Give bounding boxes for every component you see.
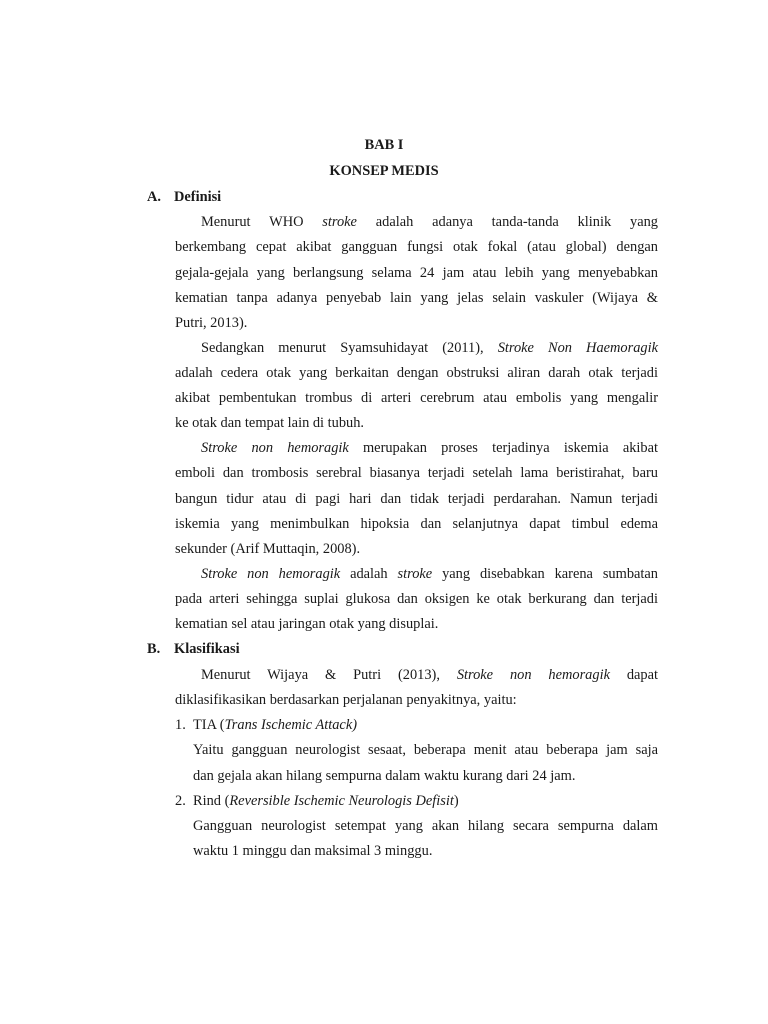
section-b-heading: [147, 640, 240, 658]
paragraph-line: gejala-gejala yang berlangsung selama 24 jam atau lebih yang menyebabkan: [175, 265, 658, 281]
list-item-title: 1. TIA (Trans Ischemic Attack): [175, 717, 358, 733]
paragraph-line: diklasifikasikan berdasarkan perjalanan penyakitnya, yaitu:: [175, 692, 517, 708]
paragraph-line: pada arteri sehingga suplai glukosa dan oksigen ke otak berkurang dan terjadi: [175, 591, 658, 607]
paragraph-line: berkembang cepat akibat gangguan fungsi otak fokal (atau global) dengan: [175, 239, 658, 255]
paragraph-line: Stroke non hemoragik merupakan proses terjadinya iskemia akibat: [201, 440, 658, 456]
paragraph-line: Stroke non hemoragik adalah stroke yang disebabkan karena sumbatan: [201, 566, 658, 582]
list-item-body: Yaitu gangguan neurologist sesaat, beberapa menit atau beberapa jam saja: [193, 742, 658, 758]
paragraph-line: kematian tanpa adanya penyebab lain yang jelas selain vaskuler (Wijaya &: [175, 290, 658, 306]
paragraph-line: bangun tidur atau di pagi hari dan tidak terjadi perdarahan. Namun terjadi: [175, 491, 658, 507]
list-item-body: waktu 1 minggu dan maksimal 3 minggu.: [193, 843, 433, 859]
section-a-title: Definisi: [174, 189, 222, 205]
section-b-letter: B.: [147, 641, 161, 657]
section-b-title: Klasifikasi: [174, 641, 240, 657]
paragraph-line: Menurut Wijaya & Putri (2013), Stroke non hemoragik dapat: [201, 667, 658, 683]
list-item-body: dan gejala akan hilang sempurna dalam waktu kurang dari 24 jam.: [193, 768, 576, 784]
list-item-body: Gangguan neurologist setempat yang akan hilang secara sempurna dalam: [193, 818, 658, 834]
paragraph-line: iskemia yang menimbulkan hipoksia dan selanjutnya dapat timbul edema: [175, 516, 658, 532]
section-a-heading: [147, 188, 221, 206]
chapter-title: BAB I: [364, 137, 404, 153]
paragraph-line: emboli dan trombosis serebral biasanya terjadi setelah lama beristirahat, baru: [175, 465, 658, 481]
paragraph-line: Putri, 2013).: [175, 315, 248, 331]
paragraph-line: sekunder (Arif Muttaqin, 2008).: [175, 541, 361, 557]
paragraph-line: ke otak dan tempat lain di tubuh.: [175, 415, 365, 431]
section-a-letter: A.: [147, 189, 161, 205]
paragraph-line: Menurut WHO stroke adalah adanya tanda-tanda klinik yang: [201, 214, 658, 230]
chapter-subtitle: KONSEP MEDIS: [329, 163, 439, 179]
paragraph-line: kematian sel atau jaringan otak yang disuplai.: [175, 616, 439, 632]
paragraph-line: Sedangkan menurut Syamsuhidayat (2011), Stroke Non Haemoragik: [201, 340, 658, 356]
paragraph-line: akibat pembentukan trombus di arteri cerebrum atau embolis yang mengalir: [175, 390, 658, 406]
list-item-title: 2. Rind (Reversible Ischemic Neurologis Defisit): [175, 793, 459, 809]
paragraph-line: adalah cedera otak yang berkaitan dengan obstruksi aliran darah otak terjadi: [175, 365, 658, 381]
